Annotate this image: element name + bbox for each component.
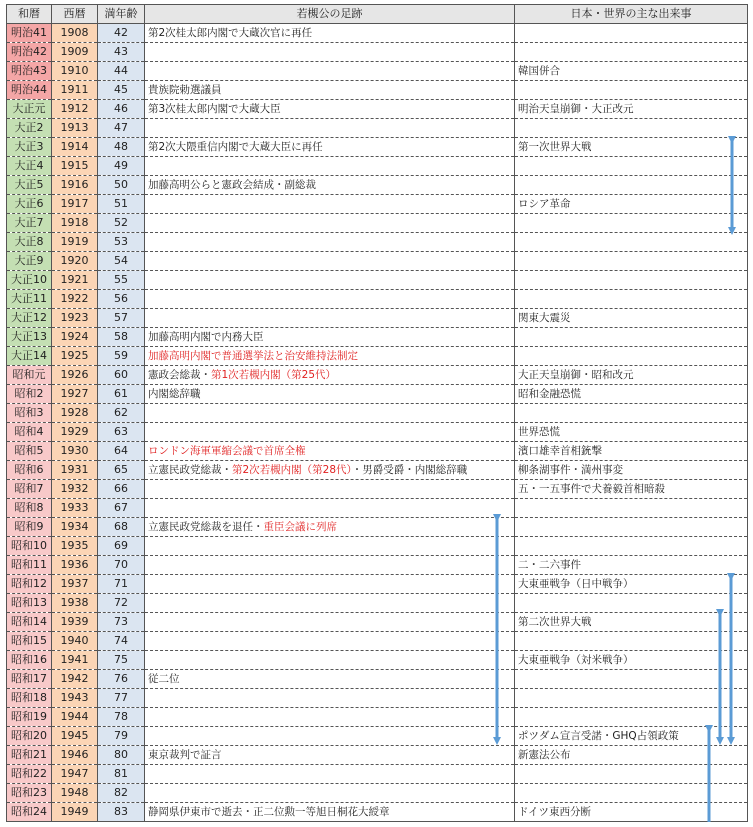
header-wareki[interactable]: 和暦 (7, 5, 52, 24)
cell-age[interactable]: 78 (98, 708, 145, 727)
cell-event[interactable] (145, 480, 515, 499)
cell-wareki[interactable]: 昭和20 (7, 727, 52, 746)
table-row (7, 271, 748, 290)
cell-wareki[interactable]: 昭和2 (7, 385, 52, 404)
cell-age[interactable]: 75 (98, 651, 145, 670)
cell-world[interactable]: 新憲法公布 (515, 746, 748, 765)
cell-wareki[interactable]: 大正6 (7, 195, 52, 214)
cell-world[interactable]: 昭和金融恐慌 (515, 385, 748, 404)
cell-wareki[interactable]: 昭和23 (7, 784, 52, 803)
cell-event[interactable] (145, 309, 515, 328)
table-row (7, 765, 748, 784)
cell-age[interactable]: 80 (98, 746, 145, 765)
cell-world[interactable] (515, 233, 748, 252)
cell-world[interactable] (515, 594, 748, 613)
table-row (7, 518, 748, 537)
cell-event[interactable] (145, 556, 515, 575)
event-text: 第1次若槻内閣（第25代） (211, 369, 337, 381)
cell-wareki[interactable]: 大正10 (7, 271, 52, 290)
cell-event[interactable] (145, 290, 515, 309)
cell-seireki[interactable]: 1914 (52, 138, 98, 157)
table-row (7, 100, 748, 119)
header-age[interactable]: 満年齢 (98, 5, 145, 24)
cell-world[interactable]: 第二次世界大戦 (515, 613, 748, 632)
cell-wareki[interactable]: 明治41 (7, 24, 52, 43)
cell-world[interactable] (515, 81, 748, 100)
cell-event[interactable] (145, 423, 515, 442)
cell-seireki[interactable]: 1930 (52, 442, 98, 461)
cell-age[interactable]: 47 (98, 119, 145, 138)
table-row (7, 24, 748, 43)
cell-wareki[interactable]: 昭和16 (7, 651, 52, 670)
cell-event[interactable] (145, 157, 515, 176)
table-row (7, 594, 748, 613)
table-row (7, 366, 748, 385)
cell-wareki[interactable]: 昭和5 (7, 442, 52, 461)
cell-event[interactable] (145, 62, 515, 81)
table-row (7, 233, 748, 252)
table-row (7, 309, 748, 328)
cell-world[interactable]: 二・二六事件 (515, 556, 748, 575)
cell-world[interactable]: 第一次世界大戦 (515, 138, 748, 157)
cell-age[interactable]: 74 (98, 632, 145, 651)
cell-wareki[interactable]: 明治44 (7, 81, 52, 100)
cell-wareki[interactable]: 大正2 (7, 119, 52, 138)
cell-event[interactable] (145, 195, 515, 214)
header-events[interactable]: 若槻公の足跡 (145, 5, 515, 24)
cell-age[interactable]: 42 (98, 24, 145, 43)
cell-seireki[interactable]: 1929 (52, 423, 98, 442)
cell-event[interactable] (145, 651, 515, 670)
cell-event[interactable] (145, 404, 515, 423)
cell-seireki[interactable]: 1938 (52, 594, 98, 613)
cell-event[interactable] (145, 784, 515, 803)
cell-age[interactable]: 57 (98, 309, 145, 328)
cell-age[interactable]: 58 (98, 328, 145, 347)
table-row (7, 423, 748, 442)
table-row (7, 727, 748, 746)
cell-event[interactable] (145, 632, 515, 651)
header-world[interactable]: 日本・世界の主な出来事 (515, 5, 748, 24)
table-row (7, 670, 748, 689)
cell-seireki[interactable]: 1921 (52, 271, 98, 290)
timeline-table (6, 4, 748, 822)
cell-event[interactable] (145, 727, 515, 746)
event-text: 東京裁判で証言 (148, 749, 222, 761)
table-row (7, 43, 748, 62)
cell-event[interactable] (145, 594, 515, 613)
cell-event[interactable] (145, 214, 515, 233)
cell-wareki[interactable]: 明治43 (7, 62, 52, 81)
cell-age[interactable]: 54 (98, 252, 145, 271)
cell-wareki[interactable]: 昭和18 (7, 689, 52, 708)
table-row (7, 651, 748, 670)
cell-world[interactable]: 関東大震災 (515, 309, 748, 328)
cell-seireki[interactable]: 1940 (52, 632, 98, 651)
cell-wareki[interactable]: 昭和9 (7, 518, 52, 537)
table-row (7, 499, 748, 518)
cell-event[interactable] (145, 176, 515, 195)
cell-event[interactable] (145, 138, 515, 157)
cell-age[interactable]: 73 (98, 613, 145, 632)
event-text: 貴族院勅選議員 (148, 84, 222, 96)
cell-seireki[interactable]: 1945 (52, 727, 98, 746)
table-row (7, 632, 748, 651)
table-row (7, 214, 748, 233)
cell-world[interactable]: 大東亜戦争（対米戦争） (515, 651, 748, 670)
cell-wareki[interactable]: 昭和19 (7, 708, 52, 727)
cell-world[interactable]: 大東亜戦争（日中戦争） (515, 575, 748, 594)
cell-seireki[interactable]: 1928 (52, 404, 98, 423)
cell-wareki[interactable]: 大正11 (7, 290, 52, 309)
cell-seireki[interactable]: 1931 (52, 461, 98, 480)
event-text: 内閣総辞職 (148, 388, 201, 400)
event-text: 従二位 (148, 673, 180, 685)
cell-world[interactable]: 世界恐慌 (515, 423, 748, 442)
cell-seireki[interactable]: 1927 (52, 385, 98, 404)
cell-world[interactable] (515, 252, 748, 271)
cell-world[interactable]: 大正天皇崩御・昭和改元 (515, 366, 748, 385)
cell-wareki[interactable]: 昭和17 (7, 670, 52, 689)
event-text: 立憲民政党総裁を退任・ (148, 521, 264, 533)
cell-seireki[interactable]: 1917 (52, 195, 98, 214)
cell-wareki[interactable]: 昭和7 (7, 480, 52, 499)
cell-seireki[interactable]: 1913 (52, 119, 98, 138)
cell-wareki[interactable]: 昭和22 (7, 765, 52, 784)
cell-seireki[interactable]: 1933 (52, 499, 98, 518)
cell-event[interactable] (145, 803, 515, 822)
cell-world[interactable]: 柳条湖事件・満州事変 (515, 461, 748, 480)
cell-event[interactable] (145, 233, 515, 252)
cell-age[interactable]: 71 (98, 575, 145, 594)
cell-event[interactable] (145, 366, 515, 385)
cell-age[interactable]: 82 (98, 784, 145, 803)
cell-seireki[interactable]: 1942 (52, 670, 98, 689)
cell-world[interactable]: 濱口雄幸首相銃撃 (515, 442, 748, 461)
cell-event[interactable] (145, 252, 515, 271)
cell-wareki[interactable]: 昭和11 (7, 556, 52, 575)
cell-wareki[interactable]: 昭和15 (7, 632, 52, 651)
cell-wareki[interactable]: 大正元 (7, 100, 52, 119)
cell-age[interactable]: 53 (98, 233, 145, 252)
cell-seireki[interactable]: 1936 (52, 556, 98, 575)
cell-world[interactable] (515, 765, 748, 784)
table-row (7, 461, 748, 480)
cell-seireki[interactable]: 1909 (52, 43, 98, 62)
table-row (7, 803, 748, 822)
cell-event[interactable] (145, 271, 515, 290)
cell-seireki[interactable]: 1926 (52, 366, 98, 385)
cell-age[interactable]: 66 (98, 480, 145, 499)
cell-world[interactable]: 韓国併合 (515, 62, 748, 81)
cell-world[interactable] (515, 518, 748, 537)
cell-world[interactable] (515, 214, 748, 233)
header-seireki[interactable]: 西暦 (52, 5, 98, 24)
table-row (7, 480, 748, 499)
cell-event[interactable] (145, 81, 515, 100)
cell-event[interactable] (145, 746, 515, 765)
cell-age[interactable]: 43 (98, 43, 145, 62)
cell-age[interactable]: 62 (98, 404, 145, 423)
cell-seireki[interactable]: 1925 (52, 347, 98, 366)
cell-age[interactable]: 81 (98, 765, 145, 784)
cell-event[interactable] (145, 24, 515, 43)
cell-age[interactable]: 68 (98, 518, 145, 537)
cell-event[interactable] (145, 347, 515, 366)
table-row (7, 385, 748, 404)
cell-event[interactable] (145, 613, 515, 632)
cell-age[interactable]: 83 (98, 803, 145, 822)
cell-wareki[interactable]: 昭和12 (7, 575, 52, 594)
cell-age[interactable]: 77 (98, 689, 145, 708)
cell-seireki[interactable]: 1918 (52, 214, 98, 233)
cell-seireki[interactable]: 1934 (52, 518, 98, 537)
cell-seireki[interactable]: 1923 (52, 309, 98, 328)
table-row (7, 119, 748, 138)
table-row (7, 290, 748, 309)
cell-world[interactable] (515, 119, 748, 138)
cell-wareki[interactable]: 昭和6 (7, 461, 52, 480)
table-row (7, 138, 748, 157)
header-row (7, 5, 748, 24)
table-row (7, 404, 748, 423)
cell-age[interactable]: 70 (98, 556, 145, 575)
cell-wareki[interactable]: 昭和14 (7, 613, 52, 632)
cell-wareki[interactable]: 昭和13 (7, 594, 52, 613)
table-row (7, 556, 748, 575)
event-text: 第2次桂太郎内閣で大蔵次官に再任 (148, 27, 313, 39)
table-row (7, 708, 748, 727)
cell-world[interactable] (515, 24, 748, 43)
cell-world[interactable] (515, 290, 748, 309)
cell-wareki[interactable]: 大正14 (7, 347, 52, 366)
cell-event[interactable] (145, 499, 515, 518)
cell-wareki[interactable]: 大正8 (7, 233, 52, 252)
cell-wareki[interactable]: 大正12 (7, 309, 52, 328)
cell-age[interactable]: 44 (98, 62, 145, 81)
table-row (7, 575, 748, 594)
cell-event[interactable] (145, 442, 515, 461)
table-row (7, 252, 748, 271)
cell-world[interactable]: 明治天皇崩御・大正改元 (515, 100, 748, 119)
cell-seireki[interactable]: 1949 (52, 803, 98, 822)
cell-world[interactable] (515, 708, 748, 727)
table-row (7, 176, 748, 195)
table-row (7, 81, 748, 100)
cell-world[interactable] (515, 43, 748, 62)
table-row (7, 784, 748, 803)
cell-age[interactable]: 48 (98, 138, 145, 157)
cell-world[interactable] (515, 328, 748, 347)
cell-event[interactable] (145, 119, 515, 138)
cell-wareki[interactable]: 大正13 (7, 328, 52, 347)
cell-seireki[interactable]: 1924 (52, 328, 98, 347)
cell-age[interactable]: 63 (98, 423, 145, 442)
cell-seireki[interactable]: 1948 (52, 784, 98, 803)
event-text: 第3次桂太郎内閣で大蔵大臣 (148, 103, 281, 115)
cell-event[interactable] (145, 385, 515, 404)
cell-wareki[interactable]: 昭和元 (7, 366, 52, 385)
cell-age[interactable]: 64 (98, 442, 145, 461)
cell-world[interactable]: ドイツ東西分断 (515, 803, 748, 822)
cell-seireki[interactable]: 1944 (52, 708, 98, 727)
cell-wareki[interactable]: 昭和10 (7, 537, 52, 556)
event-text: 憲政会総裁・ (148, 369, 211, 381)
cell-age[interactable]: 52 (98, 214, 145, 233)
event-text: 加藤高明内閣で内務大臣 (148, 331, 264, 343)
cell-event[interactable] (145, 670, 515, 689)
cell-event[interactable] (145, 575, 515, 594)
cell-age[interactable]: 56 (98, 290, 145, 309)
cell-world[interactable] (515, 271, 748, 290)
cell-seireki[interactable]: 1920 (52, 252, 98, 271)
event-text: 静岡県伊東市で逝去・正二位勲一等旭日桐花大綬章 (148, 806, 390, 818)
cell-wareki[interactable]: 大正3 (7, 138, 52, 157)
cell-seireki[interactable]: 1939 (52, 613, 98, 632)
cell-world[interactable] (515, 784, 748, 803)
cell-wareki[interactable]: 昭和4 (7, 423, 52, 442)
cell-seireki[interactable]: 1912 (52, 100, 98, 119)
cell-seireki[interactable]: 1922 (52, 290, 98, 309)
cell-age[interactable]: 45 (98, 81, 145, 100)
cell-age[interactable]: 46 (98, 100, 145, 119)
cell-event[interactable] (145, 708, 515, 727)
cell-age[interactable]: 51 (98, 195, 145, 214)
cell-age[interactable]: 50 (98, 176, 145, 195)
cell-world[interactable]: ロシア革命 (515, 195, 748, 214)
cell-world[interactable] (515, 404, 748, 423)
cell-event[interactable] (145, 100, 515, 119)
table-row (7, 537, 748, 556)
cell-event[interactable] (145, 518, 515, 537)
cell-age[interactable]: 61 (98, 385, 145, 404)
cell-world[interactable] (515, 157, 748, 176)
cell-seireki[interactable]: 1932 (52, 480, 98, 499)
cell-event[interactable] (145, 689, 515, 708)
cell-seireki[interactable]: 1911 (52, 81, 98, 100)
cell-seireki[interactable]: 1910 (52, 62, 98, 81)
cell-wareki[interactable]: 昭和3 (7, 404, 52, 423)
cell-seireki[interactable]: 1947 (52, 765, 98, 784)
table-row (7, 347, 748, 366)
cell-age[interactable]: 49 (98, 157, 145, 176)
cell-wareki[interactable]: 昭和24 (7, 803, 52, 822)
timeline-body (7, 24, 748, 822)
event-text: 重臣会議に列席 (263, 521, 337, 533)
cell-event[interactable] (145, 43, 515, 62)
table-row (7, 328, 748, 347)
cell-age[interactable]: 79 (98, 727, 145, 746)
table-row (7, 195, 748, 214)
cell-wareki[interactable]: 大正4 (7, 157, 52, 176)
cell-seireki[interactable]: 1935 (52, 537, 98, 556)
cell-age[interactable]: 67 (98, 499, 145, 518)
event-text: 加藤高明公らと憲政会結成・副総裁 (148, 179, 316, 191)
cell-age[interactable]: 76 (98, 670, 145, 689)
table-row (7, 613, 748, 632)
cell-seireki[interactable]: 1916 (52, 176, 98, 195)
cell-world[interactable] (515, 670, 748, 689)
event-text: ・男爵受爵・内閣総辞職 (351, 464, 468, 476)
cell-world[interactable] (515, 632, 748, 651)
cell-wareki[interactable]: 大正5 (7, 176, 52, 195)
cell-world[interactable] (515, 499, 748, 518)
cell-seireki[interactable]: 1946 (52, 746, 98, 765)
cell-wareki[interactable]: 昭和21 (7, 746, 52, 765)
cell-event[interactable] (145, 537, 515, 556)
cell-seireki[interactable]: 1908 (52, 24, 98, 43)
cell-age[interactable]: 59 (98, 347, 145, 366)
cell-age[interactable]: 65 (98, 461, 145, 480)
cell-age[interactable]: 60 (98, 366, 145, 385)
cell-wareki[interactable]: 明治42 (7, 43, 52, 62)
cell-event[interactable] (145, 765, 515, 784)
cell-wareki[interactable]: 大正7 (7, 214, 52, 233)
cell-world[interactable]: 五・一五事件で犬養毅首相暗殺 (515, 480, 748, 499)
event-text: 加藤高明内閣で普通選挙法と治安維持法制定 (148, 350, 358, 362)
cell-event[interactable] (145, 461, 515, 480)
cell-seireki[interactable]: 1915 (52, 157, 98, 176)
cell-event[interactable] (145, 328, 515, 347)
cell-seireki[interactable]: 1937 (52, 575, 98, 594)
cell-world[interactable] (515, 347, 748, 366)
table-row (7, 442, 748, 461)
cell-world[interactable] (515, 176, 748, 195)
cell-wareki[interactable]: 大正9 (7, 252, 52, 271)
cell-wareki[interactable]: 昭和8 (7, 499, 52, 518)
table-row (7, 689, 748, 708)
cell-seireki[interactable]: 1919 (52, 233, 98, 252)
table-row (7, 157, 748, 176)
cell-world[interactable] (515, 689, 748, 708)
cell-seireki[interactable]: 1943 (52, 689, 98, 708)
cell-age[interactable]: 55 (98, 271, 145, 290)
cell-age[interactable]: 72 (98, 594, 145, 613)
cell-world[interactable] (515, 537, 748, 556)
cell-world[interactable]: ポツダム宣言受諾・GHQ占領政策 (515, 727, 748, 746)
table-row (7, 746, 748, 765)
event-text: 立憲民政党総裁・ (148, 464, 232, 476)
event-text: ロンドン海軍軍縮会議で首席全権 (148, 445, 306, 457)
cell-seireki[interactable]: 1941 (52, 651, 98, 670)
event-text: 第2次大隈重信内閣で大蔵大臣に再任 (148, 141, 323, 153)
table-row (7, 62, 748, 81)
cell-age[interactable]: 69 (98, 537, 145, 556)
event-text: 第2次若槻内閣（第28代） (232, 464, 352, 476)
